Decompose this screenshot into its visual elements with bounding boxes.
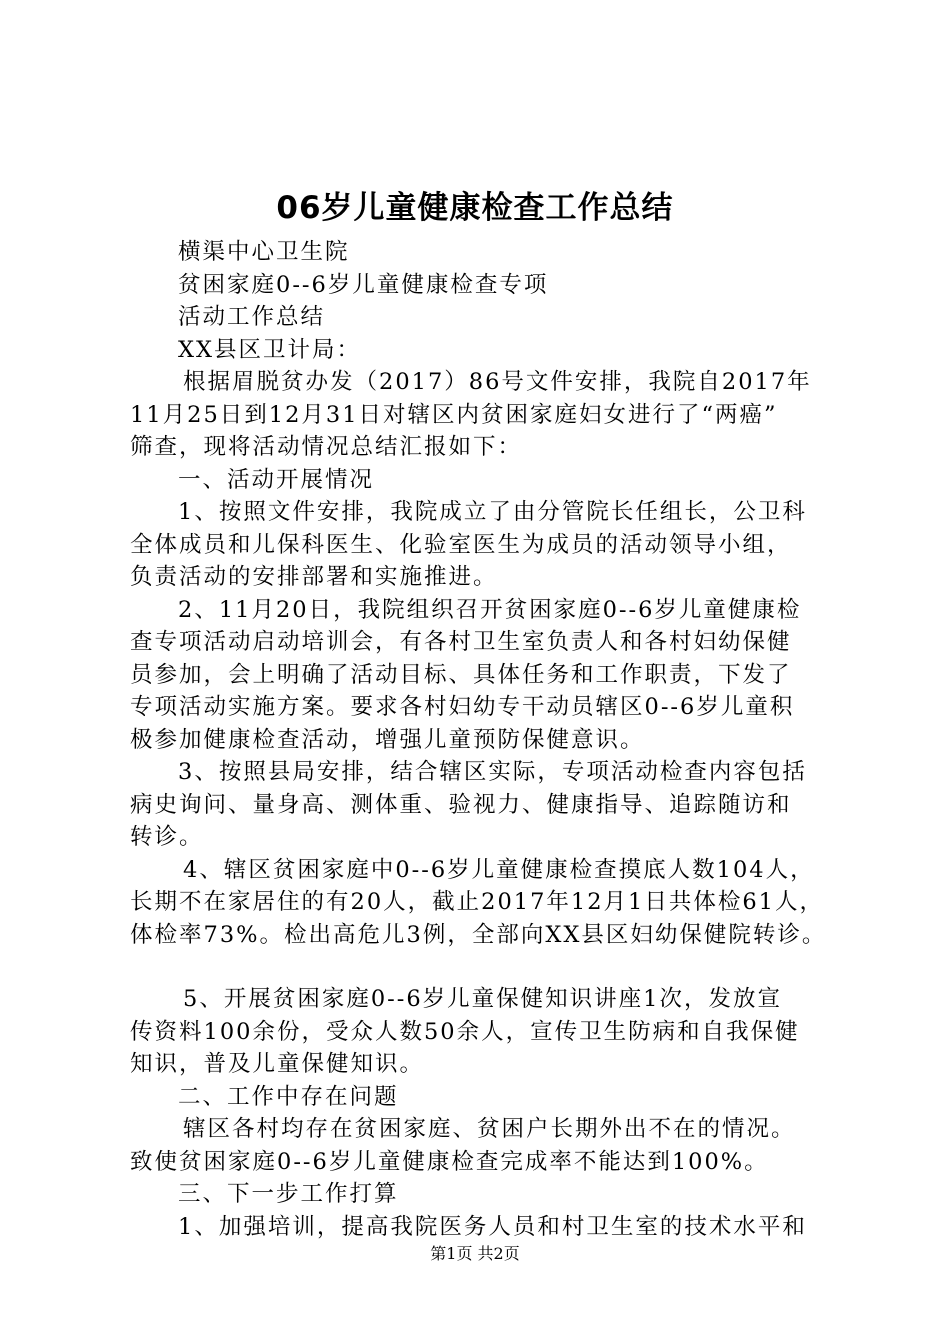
item3-line: 3、按照县局安排，结合辖区实际，专项活动检查内容包括	[178, 759, 807, 785]
item1-line: 1、按照文件安排，我院成立了由分管院长任组长，公卫科	[178, 499, 807, 525]
item5-line: 传资料100余份，受众人数50余人，宣传卫生防病和自我保健	[130, 1018, 800, 1045]
item4-line: 4、辖区贫困家庭中0--6岁儿童健康检查摸底人数104人，	[183, 856, 815, 883]
item2-line: 极参加健康检查活动，增强儿童预防保健意识。	[130, 726, 645, 753]
subtitle-line: 贫困家庭0--6岁儿童健康检查专项	[178, 271, 549, 298]
page-number: 第1页 共2页	[430, 1244, 520, 1263]
recipient: XX县区卫计局：	[178, 336, 362, 363]
item3-line: 病史询问、量身高、测体重、验视力、健康指导、追踪随访和	[130, 791, 792, 818]
item5-line: 知识，普及儿童保健知识。	[130, 1051, 425, 1077]
section-heading: 二、工作中存在问题	[178, 1083, 399, 1110]
document-title: 06岁儿童健康检查工作总结	[276, 190, 674, 226]
org-name: 横渠中心卫生院	[178, 239, 350, 265]
document-body	[130, 236, 830, 1243]
item1-line: 负责活动的安排部署和实施推进。	[130, 564, 498, 590]
paragraph-gap	[130, 951, 830, 983]
item2-line: 员参加，会上明确了活动目标、具体任务和工作职责，下发了	[130, 661, 792, 688]
intro-line: 根据眉脱贫办发（2017）86号文件安排，我院自2017年	[183, 369, 812, 395]
item4-line: 长期不在家居住的有20人，截止2017年12月1日共体检61人，	[130, 889, 824, 915]
item1-line: 全体成员和儿保科医生、化验室医生为成员的活动领导小组，	[130, 531, 792, 558]
section-heading: 三、下一步工作打算	[178, 1181, 399, 1207]
item2-line: 查专项活动启动培训会，有各村卫生室负责人和各村妇幼保健	[130, 629, 792, 655]
section2-line: 辖区各村均存在贫困家庭、贫困户长期外出不在的情况。	[183, 1116, 796, 1142]
section3-line: 1、加强培训，提高我院医务人员和村卫生室的技术水平和	[178, 1213, 807, 1240]
item2-line: 专项活动实施方案。要求各村妇幼专干动员辖区0--6岁儿童积	[130, 694, 795, 720]
intro-line: 11月25日到12月31日对辖区内贫困家庭妇女进行了“两癌”	[130, 401, 778, 428]
item3-line: 转诊。	[130, 824, 204, 850]
section-heading: 一、活动开展情况	[178, 466, 375, 493]
section2-line: 致使贫困家庭0--6岁儿童健康检查完成率不能达到100%。	[130, 1148, 769, 1175]
intro-line: 筛查，现将活动情况总结汇报如下：	[130, 434, 523, 460]
item4-line: 体检率73%。检出高危儿3例，全部向XX县区妇幼保健院转诊。	[130, 921, 827, 948]
subtitle-line: 活动工作总结	[178, 304, 326, 330]
item2-line: 2、11月20日，我院组织召开贫困家庭0--6岁儿童健康检	[178, 596, 802, 623]
item5-line: 5、开展贫困家庭0--6岁儿童保健知识讲座1次，发放宣	[183, 986, 782, 1012]
